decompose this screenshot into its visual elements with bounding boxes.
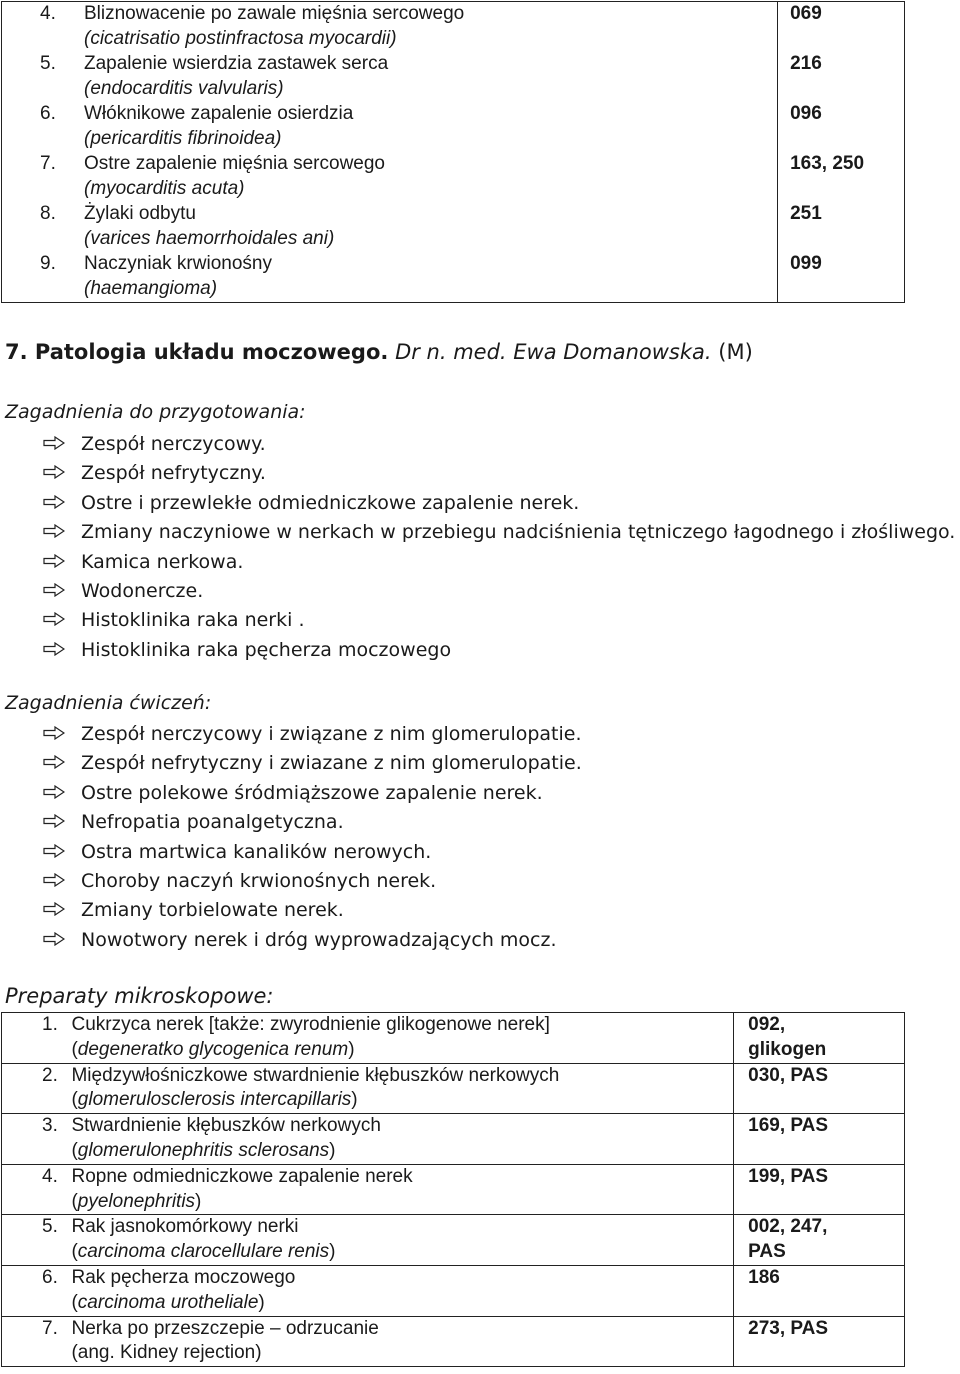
row-code: 092, [748,1014,786,1035]
row-number: 1. [2,1013,72,1064]
row-number: 9. [40,253,56,274]
list-item: Zmiany torbielowate nerek. [43,896,582,925]
row-code: 169, PAS [748,1115,829,1137]
row-code: 273, PAS [748,1317,829,1339]
list-item: Histoklinika raka pęcherza moczowego [43,636,955,665]
row-number: 5. [2,1215,72,1266]
row-name: Nerka po przeszczepie – odrzucanie [71,1317,379,1339]
row-code: 002, 247, [748,1216,828,1238]
list-item: Ostra martwica kanalików nerowych. [43,838,582,867]
row-number: 2. [2,1063,72,1114]
list-item: Histoklinika raka nerki . [43,606,955,635]
list-item: Nowotwory nerek i dróg wyprowadzających mocz. [43,926,582,955]
row-name: Rak pęcherza moczowego [71,1266,296,1288]
arrow-right-icon [43,808,81,837]
row-number: 4. [40,3,56,24]
arrow-right-icon [43,838,81,867]
row-name: Stwardnienie kłębuszków nerkowych [71,1115,381,1137]
row-code: 186 [748,1266,780,1288]
row-number: 7. [2,1316,72,1367]
table-row: 2. Międzywłośniczkowe stwardnienie kłębuszków nerkowych (glomerulosclerosis intercapillaris) 030, PAS [2,1063,905,1114]
row-name: Międzywłośniczkowe stwardnienie kłębuszków nerkowych [71,1064,560,1086]
list-item: Kamica nerkowa. [43,548,955,577]
arrow-right-icon [43,459,81,488]
row-code: 096 [778,102,905,152]
row-number: 8. [40,203,56,224]
micro-specimen-table [1,1012,905,1367]
row-number: 6. [40,103,56,124]
table-row: 1. Cukrzyca nerek [także: zwyrodnienie glikogenowe nerek] (degeneratko glycogenica renum) 092, glikogen [2,1013,905,1064]
row-name: Włóknikowe zapalenie osierdzia [84,103,354,124]
prep-list [43,430,955,665]
row-code: 251 [778,202,905,252]
arrow-right-icon [43,489,81,518]
row-latin: (varices haemorrhoidales ani) [84,227,335,249]
arrow-right-icon [43,779,81,808]
top-specimen-table [1,1,905,303]
table-row: 7. Nerka po przeszczepie – odrzucanie (ang. Kidney rejection) 273, PAS [2,1316,905,1367]
row-latin: glomerulosclerosis intercapillaris [77,1089,352,1111]
list-item: Ostre i przewlekłe odmiedniczkowe zapalenie nerek. [43,489,955,518]
row-latin: degeneratko glycogenica renum [77,1038,349,1060]
table-row: 6. Rak pęcherza moczowego (carcinoma urotheliale) 186 [2,1265,905,1316]
table-row: 5. Rak jasnokomórkowy nerki (carcinoma clarocellulare renis) 002, 247, PAS [2,1215,905,1266]
table-row [2,202,905,252]
row-number: 5. [40,53,56,74]
row-latin: (myocarditis acuta) [84,177,245,199]
row-latin: (endocarditis valvularis) [84,77,284,99]
row-code: 199, PAS [748,1165,829,1187]
arrow-right-icon [43,749,81,778]
list-item: Zespół nerczycowy. [43,430,955,459]
list-item: Zespół nerczycowy i związane z nim glomerulopatie. [43,720,582,749]
row-code-extra: glikogen [748,1038,827,1060]
row-latin: carcinoma clarocellulare renis [77,1241,330,1263]
table-row [2,102,905,152]
row-number: 3. [2,1114,72,1165]
list-item: Wodonercze. [43,577,955,606]
section-tag: (M) [718,340,753,364]
table-row: 4. Ropne odmiedniczkowe zapalenie nerek (pyelonephritis) 199, PAS [2,1164,905,1215]
row-code: 163, 250 [778,152,905,202]
arrow-right-icon [43,518,81,547]
arrow-right-icon [43,606,81,635]
row-latin: glomerulonephritis sclerosans [77,1139,330,1161]
arrow-right-icon [43,577,81,606]
micro-heading: Preparaty mikroskopowe: [5,984,274,1008]
table-row [2,252,905,303]
row-code: 099 [778,252,905,303]
row-latin: (pericarditis fibrinoidea) [84,127,282,149]
row-code: 030, PAS [748,1064,829,1086]
row-code: 069 [778,2,905,53]
row-name: Naczyniak krwionośny [84,253,272,274]
arrow-right-icon [43,867,81,896]
table-row [2,2,905,53]
row-name: Cukrzyca nerek [także: zwyrodnienie glikogenowe nerek] [71,1014,550,1035]
row-latin: carcinoma urotheliale [77,1291,259,1313]
table-row [2,52,905,102]
prep-heading: Zagadnienia do przygotowania: [5,401,306,423]
list-item: Zespół nefrytyczny. [43,459,955,488]
row-number: 7. [40,153,56,174]
row-name: Rak jasnokomórkowy nerki [71,1216,299,1238]
list-item: Ostre polekowe śródmiąższowe zapalenie nerek. [43,779,582,808]
list-item: Zespół nefrytyczny i zwiazane z nim glomerulopatie. [43,749,582,778]
list-item: Zmiany naczyniowe w nerkach w przebiegu nadciśnienia tętniczego łagodnego i złośliwego. [43,518,955,547]
row-number: 6. [2,1265,72,1316]
arrow-right-icon [43,430,81,459]
arrow-right-icon [43,720,81,749]
arrow-right-icon [43,896,81,925]
table-row [2,152,905,202]
arrow-right-icon [43,926,81,955]
row-name: Zapalenie wsierdzia zastawek serca [84,53,389,74]
arrow-right-icon [43,636,81,665]
exercise-list [43,720,582,955]
table-row: 3. Stwardnienie kłębuszków nerkowych (glomerulonephritis sclerosans) 169, PAS [2,1114,905,1165]
row-name: Ostre zapalenie mięśnia sercowego [84,153,385,174]
section-author: Dr n. med. Ewa Domanowska. [395,340,712,364]
row-code: 216 [778,52,905,102]
row-name: Żylaki odbytu [84,203,196,224]
exercise-heading: Zagadnienia ćwiczeń: [5,692,212,714]
row-latin: (haemangioma) [84,277,218,299]
row-latin: pyelonephritis [77,1190,196,1212]
row-code-extra: PAS [748,1241,786,1263]
arrow-right-icon [43,548,81,577]
row-name: Bliznowacenie po zawale mięśnia sercowego [84,3,465,24]
section-heading [5,340,753,364]
row-name: Ropne odmiedniczkowe zapalenie nerek [71,1165,413,1187]
list-item: Nefropatia poanalgetyczna. [43,808,582,837]
section-title: 7. Patologia układu moczowego. [5,340,389,364]
row-number: 4. [2,1164,72,1215]
row-latin: (cicatrisatio postinfractosa myocardii) [84,27,397,49]
list-item: Choroby naczyń krwionośnych nerek. [43,867,582,896]
